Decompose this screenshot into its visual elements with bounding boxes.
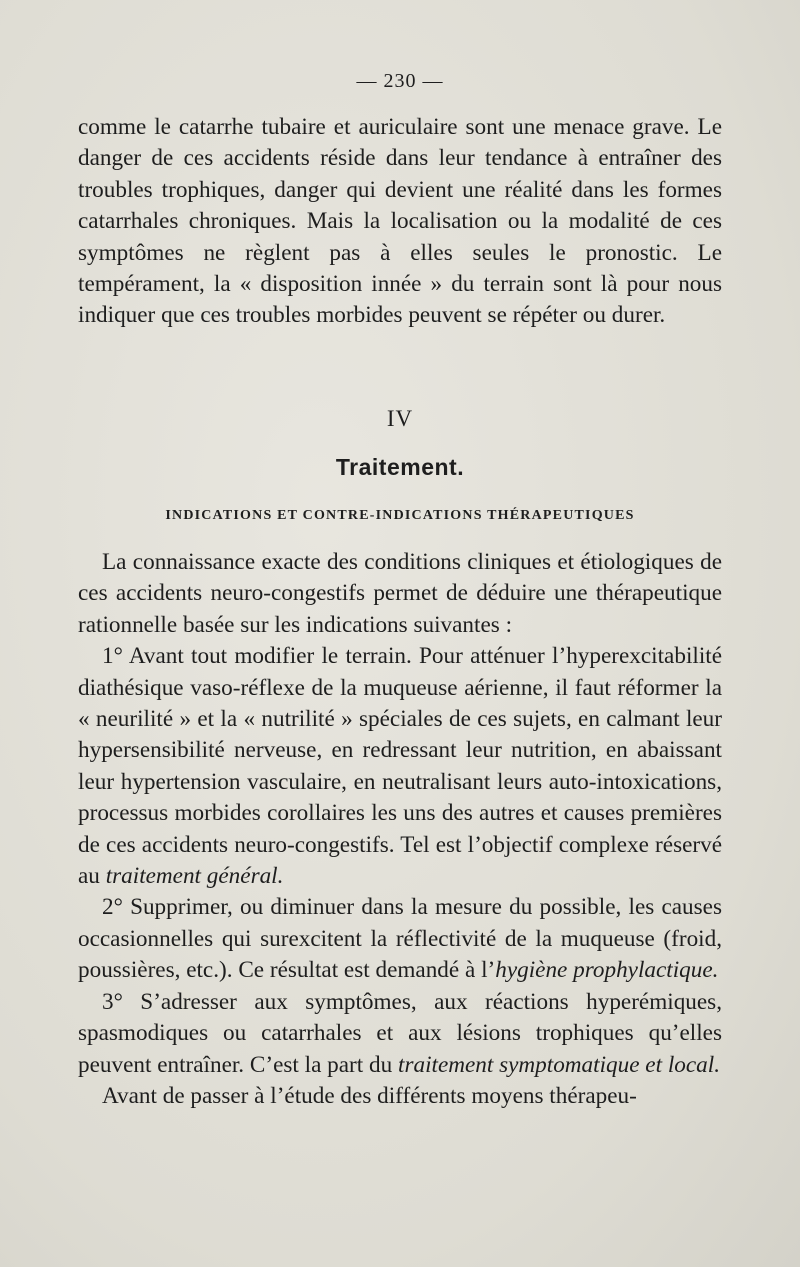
section-number: IV	[386, 406, 414, 431]
paragraph-indication-1	[78, 641, 722, 892]
paragraph-text: 2° Supprimer, ou diminuer dans la mesure du possible, les causes occasionnelles qui surexcitent la réflectivité de la muqueuse (froid, poussières, etc.). Ce résultat est demandé à l’	[78, 894, 722, 984]
paragraph-intro-indications: La connaissance exacte des conditions cliniques et étiologiques de ces accidents neuro-congestifs permet de déduire une thérapeutique rationnelle basée sur les indications suivantes :	[78, 549, 722, 638]
intro-paragraph: comme le catarrhe tubaire et auriculaire sont une menace grave. Le danger de ces accidents réside dans leur tendance à entraîner des troubles trophiques, danger qui devient une réalité dans les formes catarrhales chroniques. Mais la localisation ou la modalité de ces symptômes ne règlent pas à elles seules le pronostic. Le tempérament, la « disposition innée » du terrain sont là pour nous indiquer que ces troubles morbides peuvent se répéter ou durer.	[78, 114, 722, 329]
paragraph-text: 3° S’adresser aux symptômes, aux réactions hyperémiques, spasmodiques ou catarrhales et aux lésions trophiques qu’elles peuvent entraîner. C’est la part du	[78, 988, 722, 1078]
paragraph-continuation: Avant de passer à l’étude des différents moyens thérapeu-	[102, 1082, 637, 1109]
section-title: Traitement.	[335, 454, 465, 480]
emphasis-text: traitement général.	[105, 863, 284, 890]
emphasis-text: hygiène prophylactique.	[495, 957, 719, 984]
section-subtitle: INDICATIONS ET CONTRE-INDICATIONS THÉRAPEUTIQUES	[165, 508, 635, 523]
paragraph-indication-2	[78, 892, 722, 986]
section-body	[78, 547, 722, 1112]
paragraph-indication-3	[78, 987, 722, 1081]
paragraph-text: 1° Avant tout modifier le terrain. Pour atténuer l’hyperexcitabilité diathésique vaso-réflexe de la muqueuse aérienne, il faut réformer la « neurilité » et la « nutrilité » spéciales de ces sujets, en calmant leur hypersensibilité nerveuse, en redressant leur nutrition, en abaissant leur hypertension vasculaire, en neutralisant leurs auto-intoxications, processus morbides corollaires les uns des autres et causes premières de ces accidents neuro-congestifs. Tel est l’objectif complexe réservé au	[78, 643, 722, 890]
emphasis-text: traitement symptomatique et local.	[398, 1051, 721, 1078]
page-number: — 230 —	[356, 70, 444, 92]
